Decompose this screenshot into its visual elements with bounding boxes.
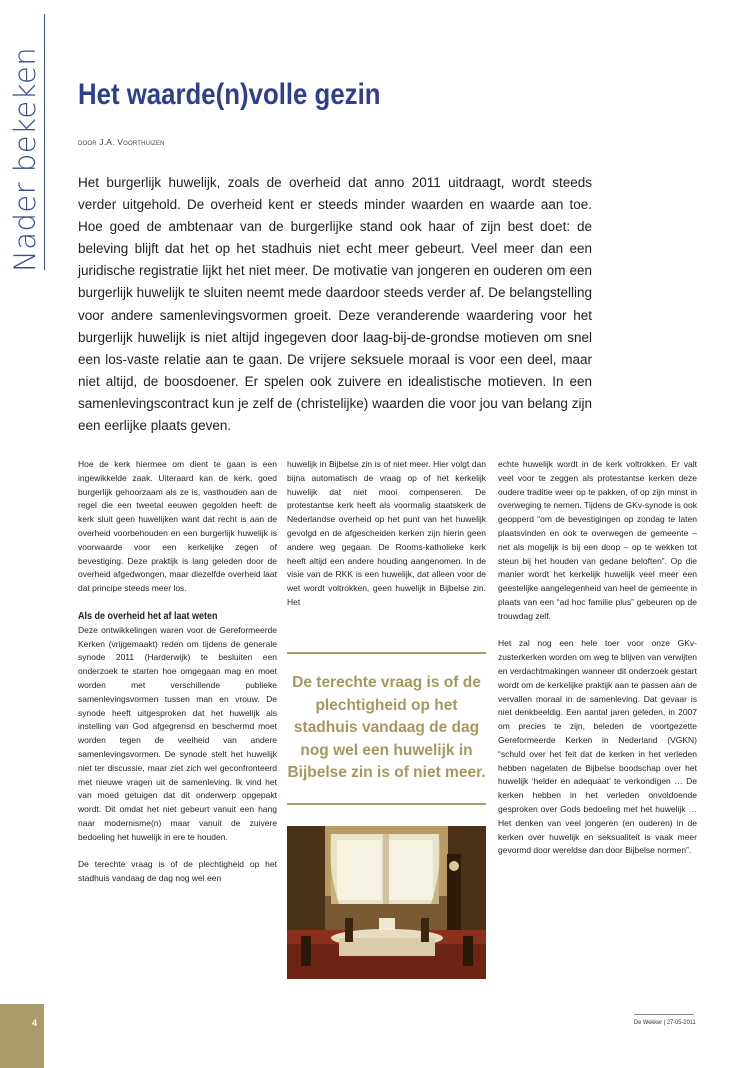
- column-1: [78, 458, 277, 886]
- pull-quote: [287, 652, 486, 805]
- section-subheading: Als de overheid het af laat weten: [78, 610, 218, 622]
- publication-footer: De Wekker | 27-05-2011: [634, 1019, 696, 1026]
- byline: [78, 137, 165, 147]
- wedding-hall-illustration: [287, 826, 486, 979]
- article-title: Het waarde(n)volle gezin: [78, 78, 381, 111]
- page-number: 4: [32, 1018, 38, 1028]
- column-1-paragraph-2: Deze ontwikkelingen waren voor de Gereformeerde Kerken (vrijgemaakt) reden om tijdens de generale synode 2011 (Harderwijk) te besluiten een onderzoek te starten hoe omgegaan mag en moet worden met verschillende publieke samenlevingsvormen tussen man en vrouw. De synode heeft uitgesproken dat het huwelijk als instelling van God afgegrensd en beschermd moet worden tegen de veelheid van andere samenlevingsvormen. De synode stelt het huwelijk niet ter discussie, maar ziet zich wel geconfronteerd met nieuwe vragen uit de samenleving. Ik vind het van moed getuigen dat dit onderwerp opgepakt wordt. Dit omdat het niet gebeurt vanuit een hang naar modernisme(n) maar vanuit de zuivere bedoeling het huwelijk in ere te houden.: [78, 624, 277, 842]
- column-2: [287, 458, 486, 610]
- footer-rule: [634, 1014, 694, 1015]
- column-3-paragraph-1: echte huwelijk wordt in de kerk voltrokken. Er valt veel voor te zeggen als protestantse kerken deze oudere traditie weer op te pakken, of op zijn minst in overweging te nemen. Tijdens de GKv-synode is ook geopperd “om de bevestigingen op zondag te laten plaatsvinden en ook te overwegen de gemeente – net als mogelijk is bij een doop – op te wekken tot steun bij het houden van gedane beloften”. Op die manier wordt het kerkelijk huwelijk veel meer een geestelijke aangelegenheid van heel de gemeente in plaats van een “ad hoc familie plus” gebeuren op de trouwdag zelf.: [498, 459, 697, 621]
- page-number-tab: [0, 1004, 44, 1068]
- column-3-paragraph-2: Het zal nog een hele toer voor onze GKv-zusterkerken worden om weg te blijven van verwijten en verdachtmakingen wanneer dit onderzoek gestart wordt om de kerkelijke praktijk aan te passen aan de vervallen moraal in de samenleving. Dat gevaar is niet denkbeeldig. Een aantal jaren geleden, in 2007 om precies te zijn, beleden de voortgezette Gereformeerde Kerken in Nederland (VGKN) “schuld over het feit dat de kerken in het verleden hebben nagelaten de Bijbelse boodschap over het huwelijk ‘helder en adequaat’ te verkondigen … De kerken hebben in het verleden onvoldoende gesproken over Gods bedoeling met het huwelijk … Het denken van veel jongeren (en ouderen) in de kerken over huwelijk en seksualiteit is vaak meer gevormd door wereldse dan door Bijbelse normen”.: [498, 638, 697, 856]
- intro-paragraph: Het burgerlijk huwelijk, zoals de overheid dat anno 2011 uitdraagt, wordt steeds verder uitgehold. De overheid kent er steeds minder waarden en waarde aan toe. Hoe goed de ambtenaar van de burgerlijke stand ook haar of zijn best doet: de beleving blijft dat het op het stadhuis niet echt meer gebeurt. Veel meer dan een juridische registratie lijkt het niet meer. De motivatie van jongeren en ouderen om een burgerlijk huwelijk te sluiten neemt mede daardoor steeds verder af. De belangstelling voor andere samenlevingsvormen groeit. Deze veranderende waardering voor het burgerlijk huwelijk is niet altijd ingegeven door laag-bij-de-grondse motieven om snel een los-vaste relatie aan te gaan. De vrijere seksuele moraal is voor een deel, maar niet altijd, de boosdoener. Er spelen ook zuivere en idealistische motieven. In een samenlevingscontract kun je zelf de (christelijke) waarden die voor jou van belang zijn een eerlijke plaats geven.: [78, 175, 592, 434]
- column-1-paragraph-1: Hoe de kerk hiermee om dient te gaan is een ingewikkelde zaak. Uiteraard kan de kerk, goed burgerlijk gehoorzaam als ze is, vasthouden aan de regel die een tweetal eeuwen gegolden heeft: de kerk sluit geen huwelijken want dat recht is aan de overheid voorbehouden en een burgerlijk huwelijk is voorwaarde voor een kerkelijke zegen of bevestiging. Deze praktijk is lang geleden door de overheid afgedwongen, maar diezelfde overheid laat dat principe steeds meer los.: [78, 459, 277, 594]
- section-label: Nader bekeken: [8, 46, 42, 272]
- pull-quote-text: De terechte vraag is of de plechtigheid op het stadhuis vandaag de dag nog wel een huwelijk in Bijbelse zin is of niet meer.: [287, 674, 486, 782]
- byline-prefix: door: [78, 138, 97, 147]
- wedding-hall-photo: [287, 826, 486, 979]
- section-rule: [44, 14, 45, 270]
- byline-author: J.A. Voorthuizen: [99, 137, 165, 147]
- column-1-paragraph-3: De terechte vraag is of de plechtigheid op het stadhuis vandaag de dag nog wel een: [78, 859, 277, 884]
- column-3: [498, 458, 697, 858]
- column-2-paragraph-1: huwelijk in Bijbelse zin is of niet meer. Hier volgt dan bijna automatisch de vraag op of het kerkelijk huwelijk dat niet mooi compenseren. De protestantse kerk heeft als voormalig staatskerk de Nederlandse overheid op het punt van het huwelijk gevolgd en de afgescheiden kerken zijn hierin geen andere weg gegaan. De Rooms-katholieke kerk heeft altijd een andere houding aangenomen. In de visie van de RKK is een huwelijk, dat alleen voor de wet wordt voltrokken, geen huwelijk in Bijbelse zin. Het: [287, 459, 486, 607]
